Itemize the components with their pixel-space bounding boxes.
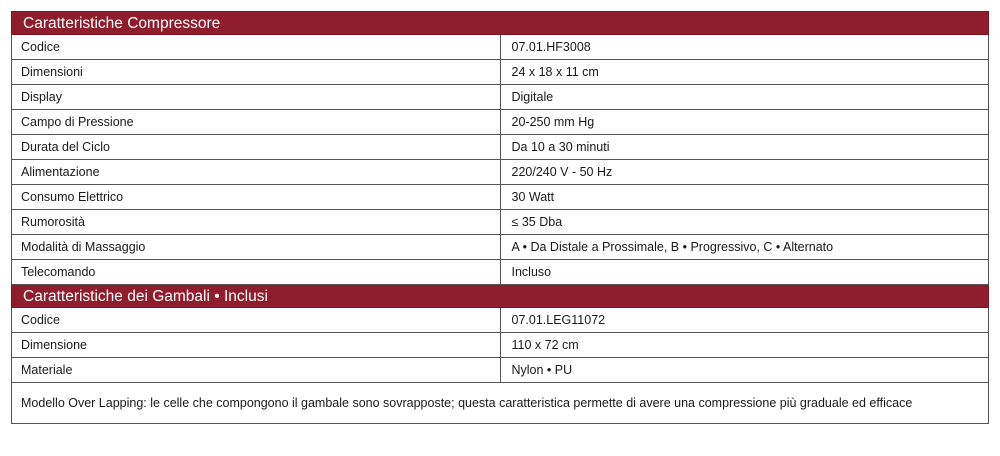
- row-label: Rumorosità: [12, 210, 501, 235]
- table-row: [12, 160, 989, 185]
- row-value: A • Da Distale a Prossimale, B • Progressivo, C • Alternato: [500, 235, 989, 260]
- table-row: [12, 260, 989, 285]
- row-label: Alimentazione: [12, 160, 501, 185]
- row-value: 24 x 18 x 11 cm: [500, 60, 989, 85]
- section-header-gambali: [12, 285, 989, 308]
- table-row: [12, 333, 989, 358]
- table-row: [12, 35, 989, 60]
- row-value: 07.01.LEG11072: [500, 308, 989, 333]
- table-row: [12, 185, 989, 210]
- table-row-note: [12, 383, 989, 424]
- row-value: 30 Watt: [500, 185, 989, 210]
- row-value: 20-250 mm Hg: [500, 110, 989, 135]
- row-label: Codice: [12, 35, 501, 60]
- table-row: [12, 85, 989, 110]
- section-title: Caratteristiche dei Gambali • Inclusi: [12, 285, 989, 308]
- row-value: 220/240 V - 50 Hz: [500, 160, 989, 185]
- row-label: Telecomando: [12, 260, 501, 285]
- table-row: [12, 60, 989, 85]
- table-row: [12, 210, 989, 235]
- note-text: Modello Over Lapping: le celle che compongono il gambale sono sovrapposte; questa caratteristica permette di avere una compressione più graduale ed efficace: [12, 383, 989, 424]
- row-label: Dimensione: [12, 333, 501, 358]
- row-value: 07.01.HF3008: [500, 35, 989, 60]
- row-label: Materiale: [12, 358, 501, 383]
- row-label: Campo di Pressione: [12, 110, 501, 135]
- spec-table: [11, 11, 989, 424]
- row-value: Nylon • PU: [500, 358, 989, 383]
- table-row: [12, 110, 989, 135]
- row-label: Display: [12, 85, 501, 110]
- table-row: [12, 358, 989, 383]
- row-value: Digitale: [500, 85, 989, 110]
- section-header-compressore: [12, 12, 989, 35]
- table-row: [12, 308, 989, 333]
- row-label: Durata del Ciclo: [12, 135, 501, 160]
- table-row: [12, 235, 989, 260]
- table-row: [12, 135, 989, 160]
- row-label: Dimensioni: [12, 60, 501, 85]
- row-value: ≤ 35 Dba: [500, 210, 989, 235]
- row-value: 110 x 72 cm: [500, 333, 989, 358]
- section-title: Caratteristiche Compressore: [12, 12, 989, 35]
- row-value: Incluso: [500, 260, 989, 285]
- row-label: Consumo Elettrico: [12, 185, 501, 210]
- row-label: Modalità di Massaggio: [12, 235, 501, 260]
- row-label: Codice: [12, 308, 501, 333]
- row-value: Da 10 a 30 minuti: [500, 135, 989, 160]
